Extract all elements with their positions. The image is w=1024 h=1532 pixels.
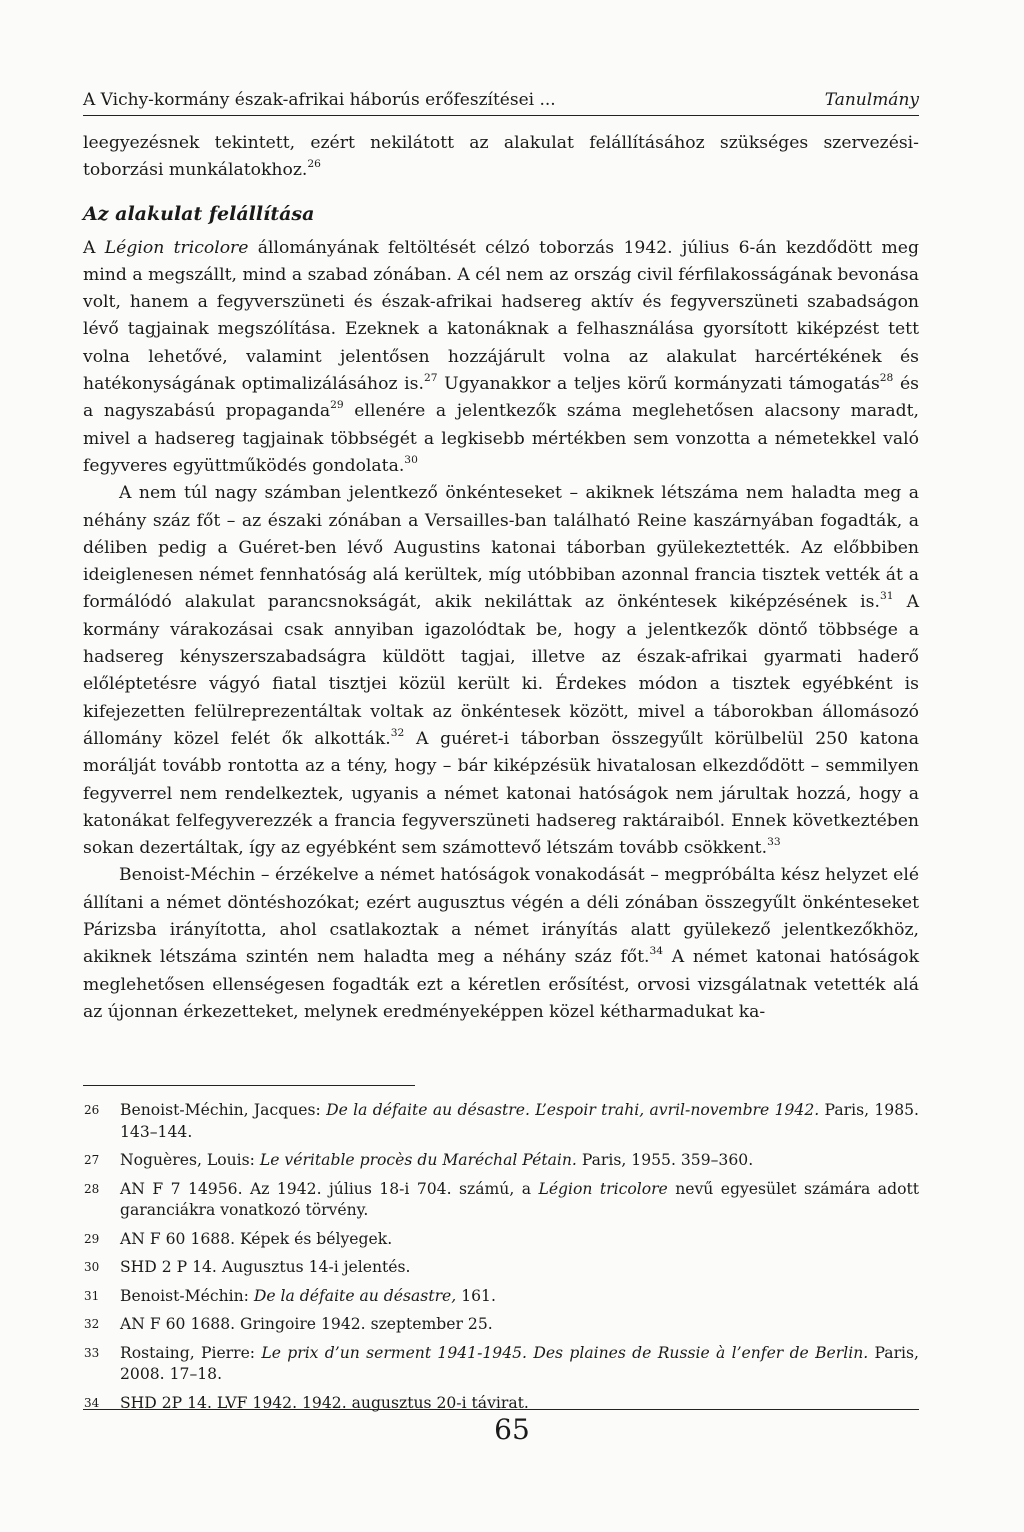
paragraph: Benoist-Méchin – érzékelve a német hatóságok vonakodását – megpróbálta kész helyzet elé állítani a német döntéshozókat; ezért augusztus végén a déli zónában összegyűlt önkénteseket Párizsba irányította, ahol csatlakoztak a német irányítás alatt gyülekező jelentkezőkhöz, akiknek létszáma szintén nem haladta meg a néhány száz főt.$^{34}$ A német katonai hatóságok meglehetősen ellenségesen fogadták ezt a kéretlen erősítést, orvosi vizsgálatnak vetették alá az újonnan érkezetteket, melynek eredményeképpen közel kétharmadukat ka- (83, 865, 919, 1022)
footnotes (83, 1100, 919, 1421)
footnote: 32 AN F 60 1688. Gringoire 1942. szeptember 25. (83, 1314, 919, 1336)
footnote-ref[interactable]: 30 (404, 452, 418, 466)
section-label: Tanulmány (824, 90, 919, 110)
footnote: 27 Noguères, Louis: Le véritable procès du Maréchal Pétain. Paris, 1955. 359–360. (83, 1150, 919, 1172)
section-heading: Az alakulat felállítása (83, 202, 315, 225)
footnote: 30 SHD 2 P 14. Augusztus 14-i jelentés. (83, 1257, 919, 1279)
paragraph: A nem túl nagy számban jelentkező önkénteseket – akiknek létszáma nem haladta meg a néhány száz főt – az északi zónában a Versailles-ban található Reine kaszárnyában fogadták, a déliben pedig a Guéret-ben lévő Augustins katonai táborban gyülekeztették. Az előbbiben ideiglenesen német fennhatóság alá kerültek, míg utóbbiban azonnal francia tisztek vették át a formálódó alakulat parancsnokságát, akik nekiláttak az önkéntesek kiképzésének is.$^{31}$ A kormány várakozásai csak annyiban igazolódtak be, hogy a jelentkezők döntő többsége a hadsereg kényszerszabadságra küldött tagjai, illetve az észak-afrikai gyarmati haderő előléptetésre vágyó fiatal tisztjei közül került ki. Érdekes módon a tisztek egyébként is kifejezetten felülreprezentáltak voltak az önkéntesek között, mivel a táborokban állomásozó állomány közel felét ők alkották.$^{32}$ A guéret-i táborban összegyűlt körülbelül 250 katona morálját tovább rontotta az a tény, hogy – bár kiképzésük hivatalosan elkezdődött – semmilyen fegyverrel nem rendelkeztek, ugyanis a német katonai hatóságok nem járultak hozzá, hogy a katonákat felfegyverezzék a francia fegyverszüneti hadsereg raktáraiból. Ennek következtében sokan dezertáltak, így az egyébként sem számottevő létszám tovább csökkent.$^{33}$ (83, 483, 919, 859)
footnote-number: 34 (84, 1395, 100, 1410)
footnote: 34 SHD 2P 14. LVF 1942. 1942. augusztus 20-i távirat. (83, 1393, 919, 1415)
footnote: 28 AN F 7 14956. Az 1942. július 18-i 704. számú, a Légion tricolore nevű egyesület számára adott garanciákra vonatkozó törvény. (83, 1179, 919, 1222)
footnote: 29 AN F 60 1688. Képek és bélyegek. (83, 1229, 919, 1251)
footnote-ref[interactable]: 28 (879, 371, 894, 385)
footnote-number: 31 (84, 1288, 100, 1303)
footnote-ref[interactable]: 26 (307, 157, 321, 171)
footnote-ref[interactable]: 32 (390, 725, 405, 739)
paragraph-continued: leegyezésnek tekintett, ezért nekilátott az alakulat felállításához szükséges szervezési-toborzási munkálatokhoz.$^{26}$ (83, 133, 919, 181)
footnote-ref[interactable]: 34 (649, 944, 664, 958)
footnote-ref[interactable]: 27 (423, 371, 438, 385)
running-title: A Vichy-kormány észak-afrikai háborús erőfeszítései ... (83, 90, 556, 110)
footnote-number: 26 (84, 1103, 100, 1117)
footnote-number: 27 (84, 1153, 100, 1167)
footnote: 26 Benoist-Méchin, Jacques: De la défaite au désastre. L’espoir trahi, avril-novembre 1942. Paris, 1985. 143–144. (83, 1100, 919, 1143)
footnote: 31 Benoist-Méchin: De la défaite au désastre, 161. (83, 1286, 919, 1308)
footnote-number: 32 (84, 1317, 100, 1331)
body-text (83, 130, 919, 1026)
footnote-ref[interactable]: 29 (330, 398, 344, 412)
footnote-separator (83, 1085, 415, 1086)
footnote-ref[interactable]: 31 (879, 589, 894, 603)
footnote-number: 33 (84, 1345, 100, 1360)
footnote-number: 29 (84, 1231, 100, 1246)
footnote-number: 28 (84, 1181, 100, 1196)
paragraph: A Légion tricolore állományának feltöltését célzó toborzás 1942. július 6-án kezdődött meg mind a megszállt, mind a szabad zónában. A cél nem az ország civil férfilakosságának bevonása volt, hanem a fegyverszüneti és észak-afrikai hadsereg aktív és fegyverszüneti szabadságon lévő tagjainak megszólítása. Ezeknek a katonáknak a felhasználása gyorsított kiképzést tett volna lehetővé, valamint jelentősen hozzájárult volna az alakulat harcértékének és hatékonyságának optimalizálásához is.$^{27}$ Ugyanakkor a teljes körű kormányzati támogatás$^{28}$ és a nagyszabású propaganda$^{29}$ ellenére a jelentkezők száma meglehetősen alacsony maradt, mivel a hadsereg tagjainak többségét a legkisebb mértékben sem vonzotta a németekkel való fegyveres együttműködés gondolata.$^{30}$ (83, 237, 919, 476)
footnote-ref[interactable]: 33 (767, 835, 781, 849)
footnote: 33 Rostaing, Pierre: Le prix d’un serment 1941-1945. Des plaines de Russie à l’enfer de Berlin. Paris, 2008. 17–18. (83, 1343, 919, 1386)
running-header (83, 88, 919, 116)
page-number: 65 (494, 1413, 530, 1446)
footnote-number: 30 (84, 1260, 100, 1274)
